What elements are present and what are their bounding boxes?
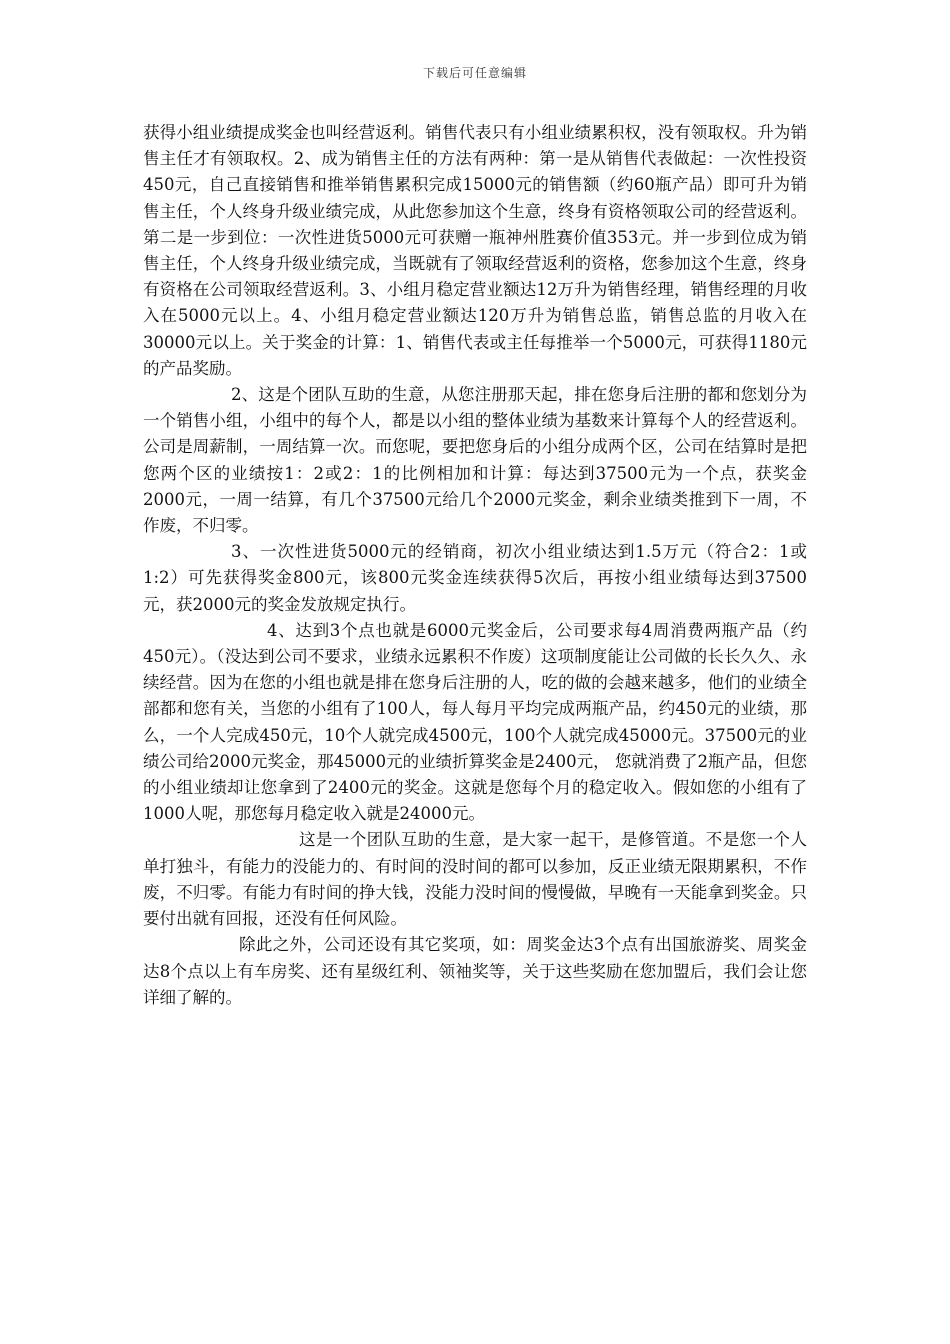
paragraph-2: 2、这是个团队互助的生意，从您注册那天起，排在您身后注册的都和您划分为一个销售小组，小组中的每个人，都是以小组的整体业绩为基数来计算每个人的经营返利。公司是周薪制，一周结算一次。而您呢，要把您身后的小组分成两个区，公司在结算时是把您两个区的业绩按1：2或2：1的比例相加和计算：每达到37500元为一个点，获奖金2000元，一周一结算，有几个37500元给几个2000元奖金，剩余业绩类推到下一周，不作废，不归零。 — [143, 385, 807, 536]
header-note: 下载后可任意编辑 — [422, 66, 527, 80]
paragraph-1: 获得小组业绩提成奖金也叫经营返利。销售代表只有小组业绩累积权，没有领取权。升为销售主任才有领取权。2、成为销售主任的方法有两种：第一是从销售代表做起：一次性投资450元，自己直接销售和推举销售累积完成15000元的销售额（约60瓶产品）即可升为销售主任，个人终身升级业绩完成，从此您参加这个生意，终身有资格领取公司的经营返利。第二是一步到位：一次性进货5000元可获赠一瓶神州胜赛价值353元。并一步到位成为销售主任，个人终身升级业绩完成，当既就有了领取经营返利的资格，您参加这个生意，终身有资格在公司领取经营返利。3、小组月稳定营业额达12万升为销售经理，销售经理的月收入在5000元以上。4、小组月稳定营业额达120万升为销售总监，销售总监的月收入在30000元以上。关于奖金的计算：1、销售代表或主任每推举一个5000元，可获得1180元的产品奖励。 — [143, 123, 807, 378]
document-body — [143, 120, 807, 1011]
paragraph-4: 4、达到3个点也就是6000元奖金后，公司要求每4周消费两瓶产品（约450元）。（没达到公司不要求，业绩永远累积不作废）这项制度能让公司做的长长久久、永续经营。因为在您的小组也就是排在您身后注册的人，吃的做的会越来越多，他们的业绩全部都和您有关，当您的小组有了100人，每人每月平均完成两瓶产品，约450元的业绩，那么，一个人完成450元，10个人就完成4500元，100个人就完成45000元。37500元的业绩公司给2000元奖金，那45000元的业绩折算奖金是2400元， 您就消费了2瓶产品，但您的小组业绩却让您拿到了2400元的奖金。这就是您每个月的稳定收入。假如您的小组有了 1000人呢，那您每月稳定收入就是24000元。 — [143, 620, 807, 824]
paragraph-6: 除此之外，公司还设有其它奖项，如：周奖金达3个点有出国旅游奖、周奖金达8个点以上有车房奖、还有星级红利、领袖奖等，关于这些奖励在您加盟后，我们会让您详细了解的。 — [143, 935, 807, 1007]
paragraph-5: 这是一个团队互助的生意，是大家一起干，是修管道。不是您一个人单打独斗，有能力的没能力的、有时间的没时间的都可以参加，反正业绩无限期累积，不作废，不归零。有能力有时间的挣大钱，没能力没时间的慢慢做，早晚有一天能拿到奖金。只要付出就有回报，还没有任何风险。 — [143, 830, 807, 929]
paragraph-3: 3、一次性进货5000元的经销商，初次小组业绩达到1.5万元（符合2：1或1:2）可先获得奖金800元，该800元奖金连续获得5次后，再按小组业绩每达到37500元，获2000元的奖金发放规定执行。 — [143, 542, 807, 614]
